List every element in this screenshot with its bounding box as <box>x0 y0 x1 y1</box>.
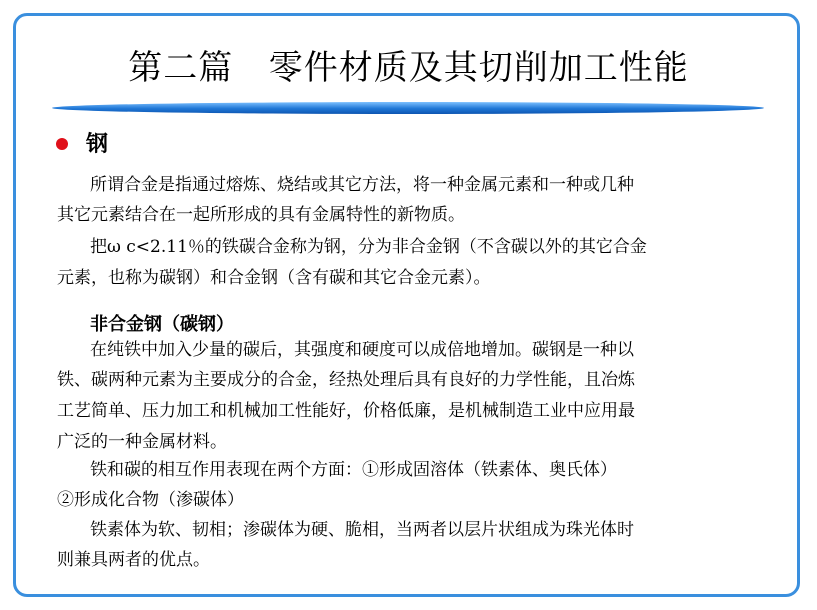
title-underline-bar <box>52 102 764 114</box>
paragraph-line: ②形成化合物（渗碳体） <box>57 490 244 510</box>
paragraph-line: 在纯铁中加入少量的碳后，其强度和硬度可以成倍地增加。碳钢是一种以 <box>90 340 634 360</box>
red-bullet-icon <box>56 138 68 150</box>
section-heading: 钢 <box>86 131 109 157</box>
paragraph-line: 铁素体为软、韧相；渗碳体为硬、脆相，当两者以层片状组成为珠光体时 <box>90 520 634 540</box>
paragraph-line: 元素，也称为碳钢）和合金钢（含有碳和其它合金元素）。 <box>57 268 491 288</box>
paragraph-line: 铁和碳的相互作用表现在两个方面：①形成固溶体（铁素体、奥氏体） <box>90 460 617 480</box>
paragraph-line: 铁、碳两种元素为主要成分的合金，经热处理后具有良好的力学性能，且冶炼 <box>57 370 635 390</box>
paragraph-line: 其它元素结合在一起所形成的具有金属特性的新物质。 <box>57 205 465 225</box>
paragraph-line: 把ω c<2.11％的铁碳合金称为钢，分为非合金钢（不含碳以外的其它合金 <box>90 237 647 257</box>
slide-title: 第二篇 零件材质及其切削加工性能 <box>128 48 689 88</box>
paragraph-line: 则兼具两者的优点。 <box>57 550 210 570</box>
paragraph-line: 广泛的一种金属材料。 <box>57 432 227 452</box>
paragraph-line: 所谓合金是指通过熔炼、烧结或其它方法，将一种金属元素和一种或几种 <box>90 175 634 195</box>
subheading: 非合金钢（碳钢） <box>90 314 234 335</box>
paragraph-line: 工艺简单、压力加工和机械加工性能好，价格低廉，是机械制造工业中应用最 <box>57 401 635 421</box>
